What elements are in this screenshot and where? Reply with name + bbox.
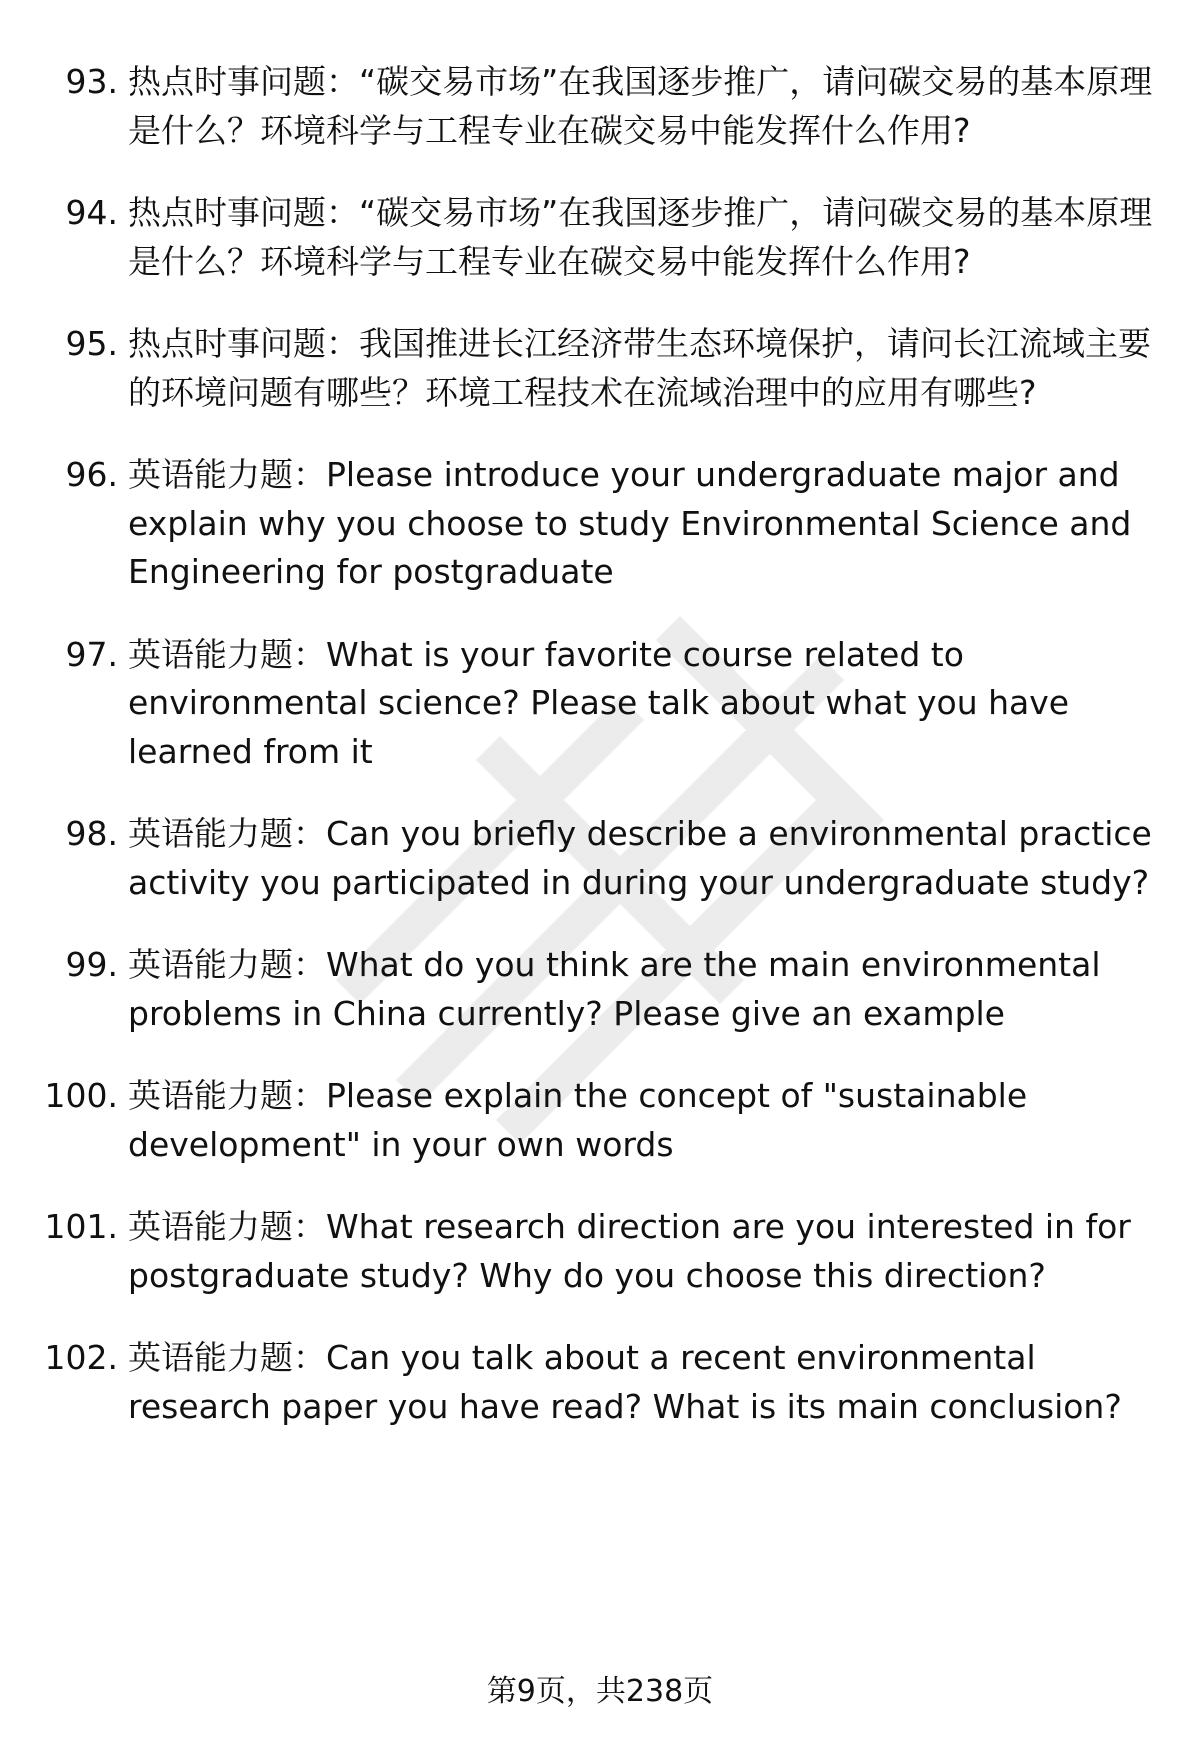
question-item xyxy=(0,810,1200,907)
question-number: 100. xyxy=(44,1076,118,1115)
question-item xyxy=(0,1072,1200,1169)
question-item xyxy=(0,1203,1200,1300)
question-number: 99. xyxy=(65,945,118,984)
question-number: 98. xyxy=(65,814,118,853)
question-item xyxy=(0,1334,1200,1431)
question-text: 英语能力题：What do you think are the main environmental problems in China currently? Please give an example xyxy=(128,945,1101,1033)
question-text: 英语能力题：What is your favorite course related to environmental science? Please talk about what you have learned from it xyxy=(128,634,1070,771)
question-text: 英语能力题：What research direction are you interested in for postgraduate study? Why do you choose this direction? xyxy=(128,1207,1131,1295)
question-list xyxy=(0,58,1200,1465)
question-item xyxy=(0,631,1200,777)
question-number: 94. xyxy=(65,193,118,232)
question-text: 英语能力题：Can you briefly describe a environmental practice activity you participated in during your undergraduate study? xyxy=(128,814,1152,902)
question-number: 93. xyxy=(65,62,118,101)
question-item xyxy=(0,451,1200,597)
question-text: 热点时事问题：“碳交易市场”在我国逐步推广，请问碳交易的基本原理是什么？环境科学与工程专业在碳交易中能发挥什么作用? xyxy=(128,62,1153,150)
question-text: 热点时事问题：“碳交易市场”在我国逐步推广，请问碳交易的基本原理是什么？环境科学与工程专业在碳交易中能发挥什么作用? xyxy=(128,193,1153,281)
question-item xyxy=(0,941,1200,1038)
question-item xyxy=(0,320,1200,417)
question-number: 102. xyxy=(44,1338,118,1377)
question-text: 英语能力题：Please explain the concept of "sustainable development" in your own words xyxy=(128,1076,1028,1164)
question-item xyxy=(0,58,1200,155)
page-number-footer: 第9页，共238页 xyxy=(486,1674,714,1709)
question-number: 96. xyxy=(65,455,118,494)
question-text: 英语能力题：Please introduce your undergraduate major and explain why you choose to study Environmental Science and Engineering for postgraduate xyxy=(128,455,1132,591)
question-text: 英语能力题：Can you talk about a recent environmental research paper you have read? What is its main conclusion? xyxy=(128,1338,1122,1426)
question-text: 热点时事问题：我国推进长江经济带生态环境保护，请问长江流域主要的环境问题有哪些？环境工程技术在流域治理中的应用有哪些? xyxy=(128,324,1151,412)
question-item xyxy=(0,189,1200,286)
question-number: 101. xyxy=(44,1207,118,1246)
question-number: 97. xyxy=(65,634,118,674)
question-number: 95. xyxy=(65,324,118,363)
